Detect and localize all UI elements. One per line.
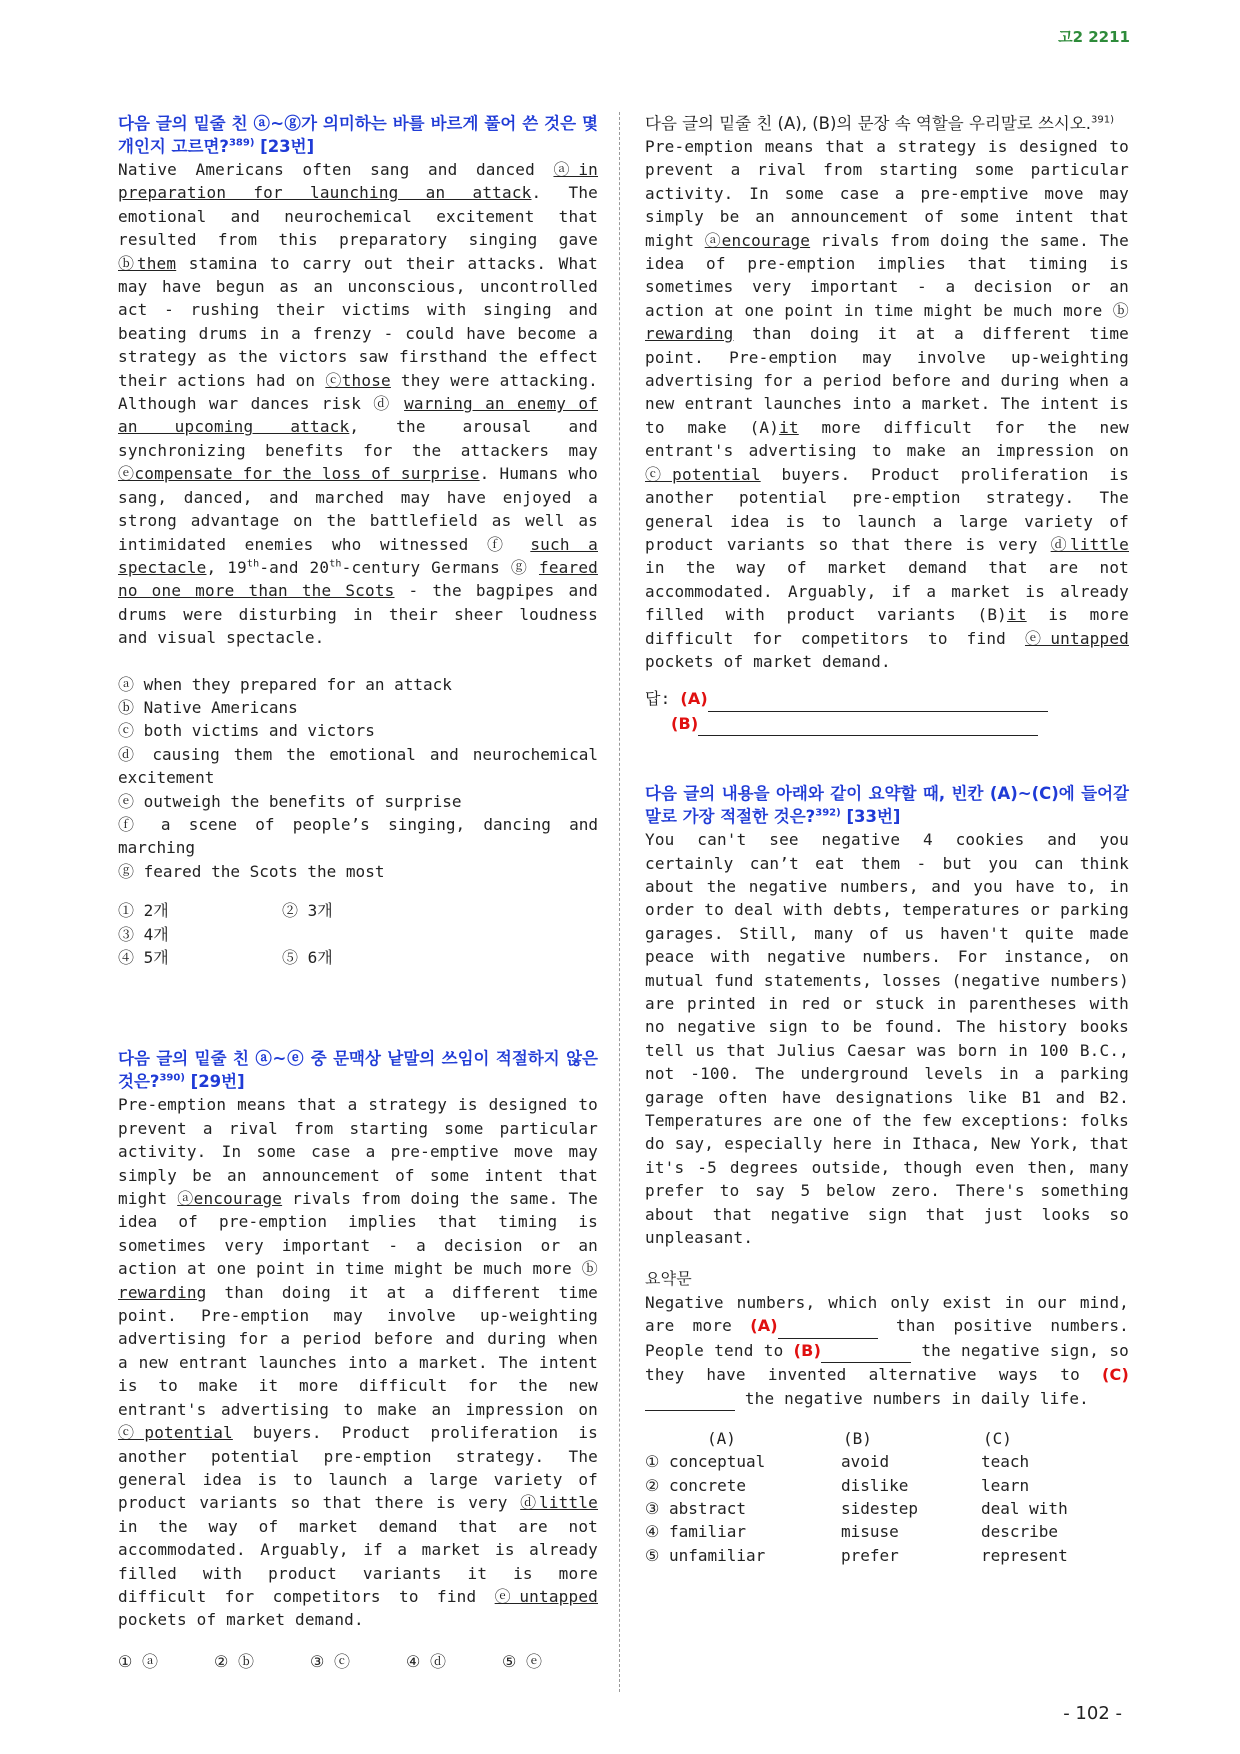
underlined-phrase: rewarding <box>118 1282 207 1302</box>
q389-choice-row <box>118 946 598 969</box>
table-cell: teach <box>981 1452 1030 1472</box>
q390-number: 390) <box>159 1072 185 1084</box>
answer-a-blank[interactable] <box>708 687 1048 711</box>
table-row[interactable] <box>645 1499 1121 1522</box>
table-cell: describe <box>981 1522 1059 1542</box>
passage-text: buyers. Product proliferation is another potential pre-emption strategy. The general idea is to launch a large variety of product variants so that there is very <box>645 464 1130 554</box>
q392-passage: You can't see negative 4 cookies and you certainly can’t eat them - but you can think about the negative numbers, and you have to, in order to deal with debts, temperatures or parking garages. Still, many of us haven't quite made peace with negative numbers. For instance, on mutual fund statements, losses (negative numbers) are printed in red or stuck in parentheses with no negative sign to be found. The history books tell us that Julius Caesar was born in 100 B.C., not -100. The underground levels in a parking garage often have designations like B1 and B2. Temperatures are one of the few exceptions: folks do say, especially here in Ithaca, New York, that it's -5 degrees outside, though even then, many prefer to say 5 below zero. There's something about that negative sign that just looks so unpleasant. <box>645 830 1129 1248</box>
q389-choice-row <box>118 899 598 946</box>
q391-answer-b-line <box>645 712 1129 736</box>
right-column <box>645 112 1129 1569</box>
answer-choice[interactable]: ③ ⓒ <box>310 1651 350 1671</box>
option-item: ⓒ both victims and victors <box>118 721 375 741</box>
underlined-phrase: ⓒpotential <box>645 464 761 484</box>
table-cell: represent <box>981 1545 1068 1565</box>
underlined-phrase: it <box>1006 605 1027 625</box>
passage-text: they were attacking. Although war dances risk ⓓ <box>118 370 598 414</box>
answer-choice[interactable]: ③ 4개 <box>118 924 169 944</box>
table-header-row <box>645 1429 1121 1452</box>
underlined-phrase: it <box>779 417 799 437</box>
blank-label: (B) <box>793 1340 822 1360</box>
q390-choices <box>118 1650 598 1673</box>
table-row[interactable] <box>645 1522 1121 1545</box>
q389-tag: [23번] <box>254 137 315 156</box>
passage-text: the negative numbers in daily life. <box>735 1388 1089 1408</box>
passage-text: . The emotional and neurochemical excitement that resulted from this preparatory singing gave <box>118 183 598 250</box>
passage-text: Native Americans often sang and danced <box>118 160 554 179</box>
q389-passage <box>118 158 598 650</box>
answer-choice[interactable]: ② 3개 <box>282 901 333 921</box>
passage-text: the negative sign, so they have invented alternative ways to <box>645 1340 1129 1385</box>
underlined-phrase: ⓓlittle <box>520 1493 599 1513</box>
q389-choices <box>118 899 598 969</box>
q391-title-text: 다음 글의 밑줄 친 (A), (B)의 문장 속 역할을 우리말로 쓰시오. <box>645 114 1092 133</box>
passage-text: buyers. Product proliferation is another potential pre-emption strategy. The general idea is to launch a large variety of product variants so that there is very <box>118 1423 598 1513</box>
option-item: ⓕ a scene of people’s singing, dancing and marching <box>118 814 598 858</box>
passage-text: than positive numbers. People tend to <box>645 1316 1130 1360</box>
q392-answer-table <box>645 1429 1121 1569</box>
underlined-phrase: ⓐin preparation for launching an attack <box>118 160 598 203</box>
table-cell: ③ abstract <box>645 1499 747 1519</box>
q389-options <box>118 673 598 884</box>
passage-text: in the way of market demand that are not accommodated. Arguably, if a market is already filled with product variants (B) <box>645 558 1129 625</box>
table-cell: ② concrete <box>645 1475 747 1495</box>
left-column <box>118 112 598 1673</box>
answer-blank[interactable] <box>821 1339 911 1363</box>
passage-text: . Humans who sang, danced, and marched may have enjoyed a strong advantage on the battlefield as well as intimidated enemies who witnessed ⓕ <box>118 464 598 554</box>
passage-text: -and 20 <box>259 557 330 577</box>
answer-blank[interactable] <box>778 1314 878 1338</box>
answer-blank[interactable] <box>645 1387 735 1411</box>
table-row[interactable] <box>645 1452 1121 1475</box>
q390-passage <box>118 1093 598 1631</box>
underlined-phrase: ⓔuntapped <box>494 1586 598 1606</box>
option-item: ⓐ when they prepared for an attack <box>118 674 452 694</box>
passage-text: , 19 <box>206 557 247 577</box>
q392-title-text: 다음 글의 내용을 아래와 같이 요약할 때, 빈칸 (A)~(C)에 들어갈 말로 가장 적절한 것은? <box>645 784 1129 827</box>
passage-text: th <box>329 558 342 570</box>
passage-text: , the arousal and synchronizing benefits for the attackers may <box>118 417 598 460</box>
answer-b-label: (B) <box>671 713 699 733</box>
underlined-phrase: ⓔcompensate for the loss of surprise <box>118 464 480 484</box>
passage-text: pockets of market demand. <box>645 651 891 671</box>
table-row[interactable] <box>645 1476 1121 1499</box>
passage-text: Negative numbers, which only exist in our mind, are more <box>645 1292 1129 1336</box>
q391-title <box>645 112 1129 135</box>
table-cell: ⑤ unfamiliar <box>645 1545 766 1565</box>
underlined-phrase: ⓑthem <box>118 253 177 273</box>
q391-passage <box>645 135 1129 673</box>
q392-summary <box>645 1291 1129 1411</box>
q391-number: 391) <box>1091 114 1115 126</box>
table-header: (A) <box>707 1428 736 1448</box>
underlined-phrase: rewarding <box>645 324 734 344</box>
table-cell: sidestep <box>841 1499 919 1519</box>
passage-text: rivals from doing the same. The idea of pre-emption implies that timing is sometimes very important - a decision or an action at one point in time might be much more ⓑ <box>645 230 1129 320</box>
table-cell: dislike <box>841 1475 909 1495</box>
option-item: ⓑ Native Americans <box>118 697 298 717</box>
answer-label: 답: <box>645 689 681 709</box>
answer-choice[interactable]: ⑤ ⓔ <box>502 1651 542 1671</box>
q392-number: 392) <box>815 807 841 819</box>
q389-title <box>118 112 598 158</box>
answer-choice[interactable]: ② ⓑ <box>214 1651 254 1671</box>
underlined-phrase: such a spectacle <box>118 534 598 577</box>
underlined-phrase: ⓔuntapped <box>1024 628 1129 648</box>
passage-text: stamina to carry out their attacks. What may have begun as an unconscious, uncontrolled act - rushing their victims with singing and beating drums in a frenzy - could have become a strategy as the victors saw firsthand the effect their actions had on <box>118 253 598 390</box>
q392-summary-label: 요약문 <box>645 1269 692 1289</box>
passage-text: pockets of market demand. <box>118 1610 364 1630</box>
option-item: ⓔ outweigh the benefits of surprise <box>118 791 462 811</box>
q390-title-text: 다음 글의 밑줄 친 ⓐ~ⓔ 중 문맥상 낱말의 쓰임이 적절하지 않은 것은? <box>118 1049 598 1092</box>
answer-choice[interactable]: ④ 5개 <box>118 948 169 967</box>
q390-tag: [29번] <box>184 1072 245 1092</box>
q392-tag: [33번] <box>840 807 901 827</box>
underlined-phrase: ⓓlittle <box>1050 534 1130 554</box>
option-item: ⓖ feared the Scots the most <box>118 861 385 881</box>
passage-text: Pre-emption means that a strategy is designed to prevent a rival from starting some particular activity. In some case a pre-emptive move may simply be an announcement of some intent that might <box>118 1095 598 1209</box>
passage-text: rivals from doing the same. The idea of pre-emption implies that timing is sometimes very important - a decision or an action at one point in time might be much more ⓑ <box>118 1189 598 1279</box>
passage-text: is more difficult for competitors to find <box>645 605 1129 648</box>
q391-answer-a-line <box>645 687 1129 711</box>
q392-title <box>645 782 1129 828</box>
table-cell: misuse <box>841 1522 899 1542</box>
answer-a-label: (A) <box>680 689 708 709</box>
passage-text: in the way of market demand that are not accommodated. Arguably, if a market is already filled with product variants it is more difficult for competitors to find <box>118 1516 598 1606</box>
table-cell: prefer <box>841 1545 899 1565</box>
table-cell: avoid <box>841 1452 890 1472</box>
blank-label: (A) <box>750 1316 778 1336</box>
answer-choice[interactable]: ① 2개 <box>118 901 169 921</box>
underlined-phrase: warning an enemy of an upcoming attack <box>118 394 598 437</box>
underlined-phrase: ⓐencourage <box>704 230 811 250</box>
option-item: ⓓ causing them the emotional and neurochemical excitement <box>118 744 598 788</box>
table-cell: ① conceptual <box>645 1452 766 1472</box>
passage-text: more difficult for the new entrant's advertising to make an impression on <box>645 417 1129 461</box>
answer-choice[interactable]: ④ ⓓ <box>406 1651 446 1671</box>
underlined-phrase: ⓒpotential <box>118 1423 233 1443</box>
table-row[interactable] <box>645 1546 1121 1569</box>
answer-choice[interactable]: ① ⓐ <box>118 1651 158 1671</box>
q389-number: 389) <box>228 137 255 149</box>
table-cell: ④ familiar <box>645 1522 747 1542</box>
answer-choice[interactable]: ⑤ 6개 <box>282 948 333 967</box>
column-divider <box>619 112 620 1692</box>
passage-text: -century Germans ⓖ <box>341 557 539 577</box>
underlined-phrase: feared no one more than the Scots <box>118 557 598 601</box>
passage-text: - the bagpipes and drums were disturbing in their sheer loudness and visual spectacle. <box>118 581 598 648</box>
table-header: (B) <box>843 1428 872 1448</box>
page-number: - 102 - <box>1063 1703 1122 1724</box>
table-cell: learn <box>981 1475 1030 1495</box>
passage-text: than doing it at a different time point. Pre-emption may involve up-weighting advertising for a period before and during when a new entrant launches into a market. The intent is to make it more difficult for the new entrant's advertising to make an impression on <box>118 1282 598 1419</box>
q390-title <box>118 1047 598 1093</box>
passage-text: than doing it at a different time point. Pre-emption may involve up-weighting advertising for a period before and during when a new entrant launches into a market. The intent is to make (A) <box>645 324 1129 437</box>
q389-title-text: 다음 글의 밑줄 친 ⓐ~ⓖ가 의미하는 바를 바르게 풀어 쓴 것은 몇 개인지 고르면? <box>118 114 598 156</box>
answer-b-blank[interactable] <box>698 712 1038 736</box>
underlined-phrase: ⓒthose <box>325 370 391 390</box>
passage-text: th <box>246 558 260 570</box>
table-header: (C) <box>983 1428 1012 1448</box>
underlined-phrase: ⓐencourage <box>177 1189 283 1209</box>
passage-text: Pre-emption means that a strategy is designed to prevent a rival from starting some particular activity. In some case a pre-emptive move may simply be an announcement of some intent that might <box>645 137 1129 250</box>
blank-label: (C) <box>1102 1365 1129 1385</box>
document-code: 고2 2211 <box>1058 28 1130 46</box>
q391-answer <box>645 687 1129 736</box>
table-cell: deal with <box>981 1499 1068 1519</box>
